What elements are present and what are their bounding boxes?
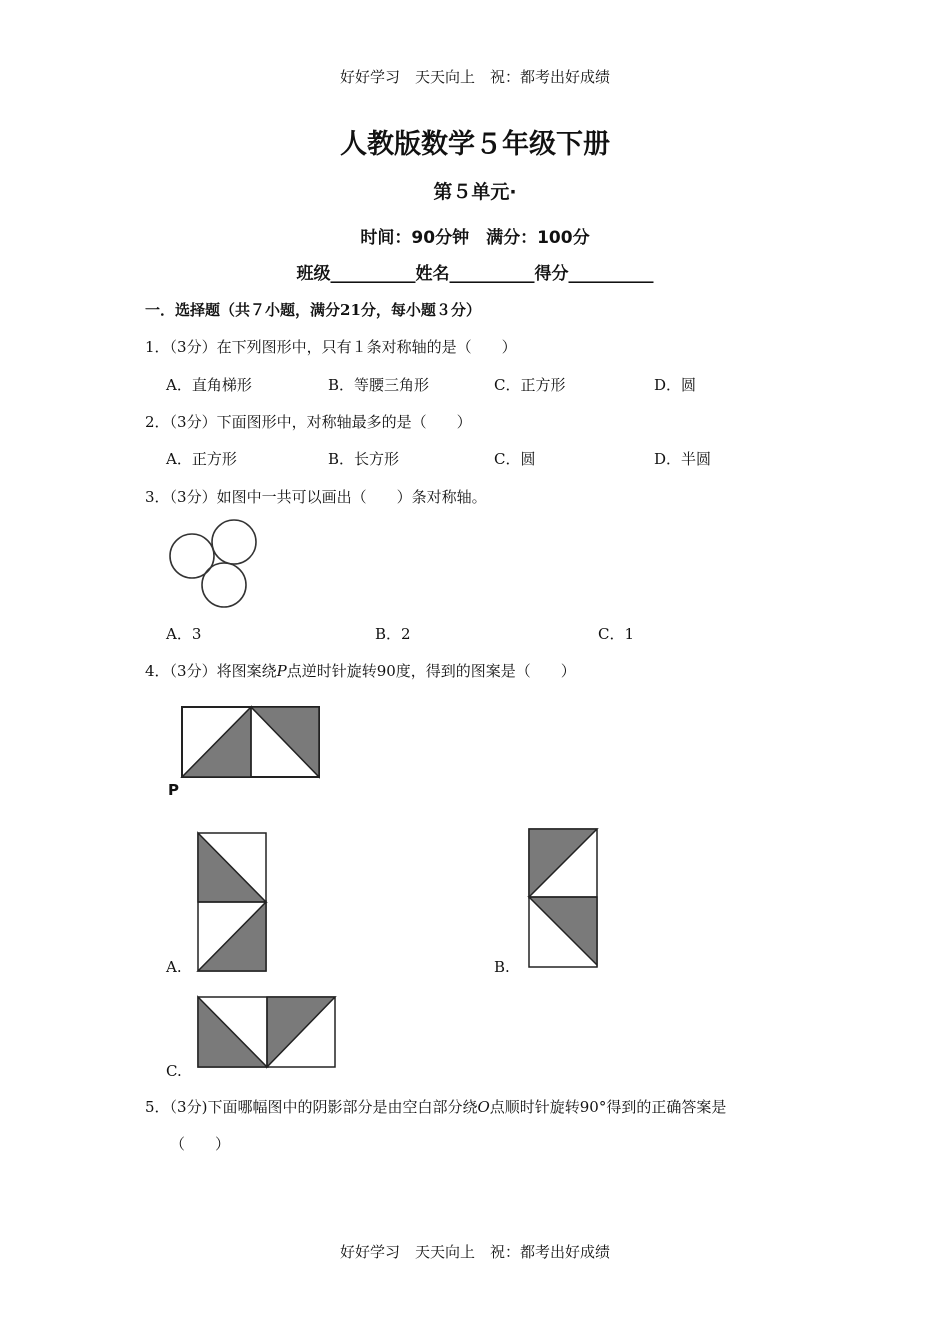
q3-option-c: C．1 [598,625,635,643]
page-header: 好好学习 天天向上 祝：都考出好成绩 [339,68,610,86]
point-p-label: P [168,781,179,799]
page-footer: 好好学习 天天向上 祝：都考出好成绩 [339,1243,610,1261]
q2-option-d: D．半圆 [654,450,712,468]
q4-stem-after: 点逆时针旋转90度，得到的图案是（ ） [286,662,576,680]
q2-option-a: A．正方形 [166,450,237,468]
question-1-stem: 1．（3分）在下列图形中，只有１条对称轴的是（ ） [145,338,517,356]
page-title: 人教版数学５年级下册 [340,129,610,160]
q3-option-a: A．3 [166,625,202,643]
q1-option-b: B．等腰三角形 [328,376,430,394]
question-5-answer-bracket: （ ） [170,1135,231,1153]
question-3-stem: 3．（3分）如图中一共可以画出（ ）条对称轴。 [145,488,487,506]
q4-option-c-label: C. [166,1062,182,1080]
q1-option-d: D．圆 [654,376,697,394]
q5-stem-after: 点顺时针旋转90°得到的正确答案是 [489,1098,727,1116]
student-info-line: 班级__________姓名__________得分__________ [296,264,654,284]
q4-option-b-label: B. [494,958,510,976]
question-5-stem [145,1096,726,1117]
q1-option-c: C．正方形 [494,376,566,394]
q4-stem-before: 4．（3分）将图案绕 [145,662,277,680]
q5-stem-before: 5．（3分)下面哪幅图中的阴影部分是由空白部分绕 [145,1098,478,1116]
q4-option-a-label: A. [166,958,182,976]
q3-option-b: B．2 [375,625,411,643]
q5-stem-var: O [477,1098,490,1116]
section-heading: 一．选择题（共７小题，满分21分，每小题３分） [145,301,481,319]
q2-option-b: B．长方形 [328,450,400,468]
unit-title: 第５单元· [433,181,517,203]
q4-stem-var: P [276,662,287,680]
q1-option-a: A．直角梯形 [166,376,252,394]
time-info: 时间：90分钟 满分：100分 [360,228,590,248]
q2-option-c: C．圆 [494,450,536,468]
question-2-stem: 2．（3分）下面图形中，对称轴最多的是（ ） [145,413,472,431]
